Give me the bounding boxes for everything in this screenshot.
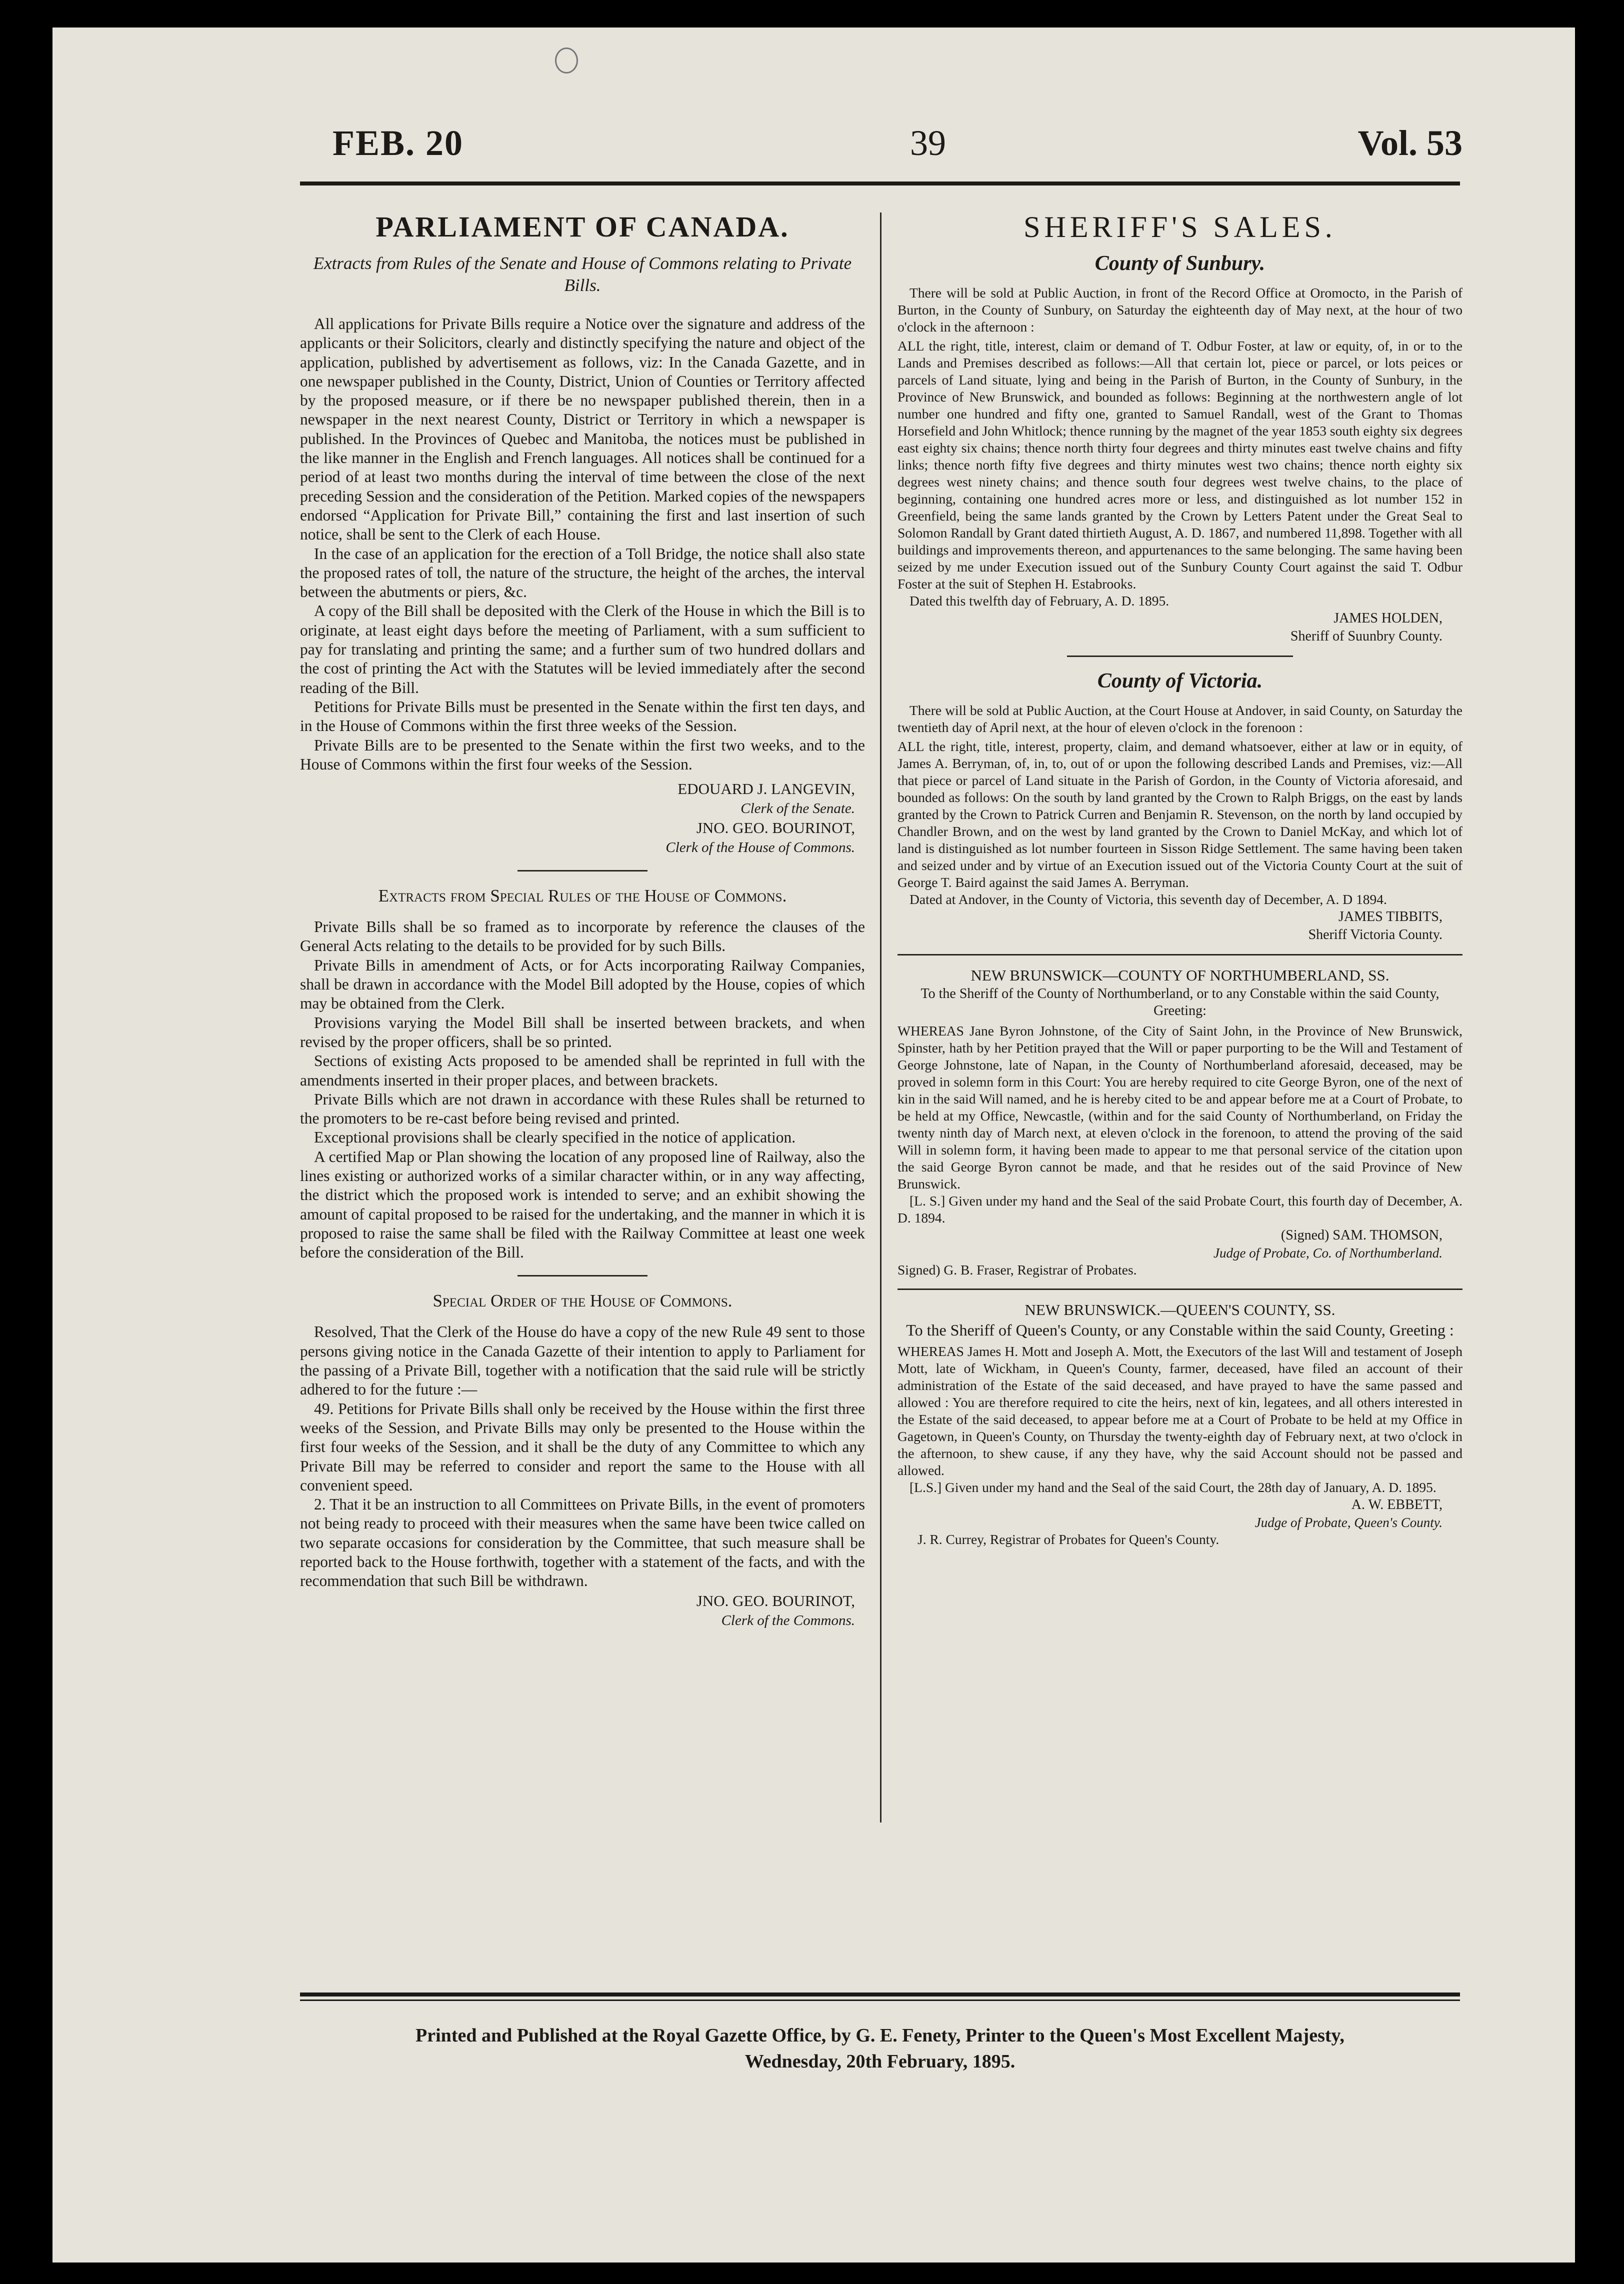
gazette-page [52, 28, 1575, 2262]
signature-title: Judge of Probate, Queen's County. [1254, 1515, 1442, 1530]
signature-name: JNO. GEO. BOURINOT, [696, 819, 855, 837]
signature-name: A. W. EBBETT, [1351, 1497, 1442, 1512]
special-order-heading: Special Order of the House of Commons. [432, 1291, 732, 1311]
victoria-heading: County of Victoria. [1097, 670, 1263, 692]
signature-title: Clerk of the Commons. [721, 1612, 855, 1628]
header-rule [300, 182, 1460, 186]
rules-paragraph: All applications for Private Bills require a Notice over the signature and address of the applicants or their Solicitors, clearly and distinctly specifying the nature and object of the application, published by advertisement as follows, viz: In the Canada Gazette, and in one newspaper published in the County, District, Union of Counties or Territory affected by the proposed measure, or if there be no newspaper published therein, then in a newspaper in the next nearest County, District or Territory in which a newspaper is published. In the Provinces of Quebec and Manitoba, the notices must be published in the like manner in the English and French languages. All notices shall be continued for a period of at least two months during the interval of time between the close of the next preceding Session and the consideration of the Petition. Marked copies of the newspapers endorsed “Application for Private Bill,” containing the first and last insertion of such notice, shall be sent to the Clerk of each House. [300, 315, 865, 544]
sunbury-body: ALL the right, title, interest, claim or demand of T. Odbur Foster, at law or equity, of, in or to the Lands and Premises described as follows:—All that certain lot, piece or parcel, or lots peices or parcels of Land situate, lying and being in the Parish of Burton, in the County of Sunbury, in the Province of New Brunswick, and bounded as follows: Beginning at the northwestern angle of lot number one hundred and fifty one, granted to Samuel Randall, west of the Grant to Thomas Horsefield and John Whitlock; thence running by the magnet of the year 1853 south eighty six degrees east eighty six chains; thence north thirty four degrees and thirty minutes east twelve chains and fifty links; thence north fifty five degrees and thirty minutes west two chains; thence north eighty six degrees west ninety chains; and thence south four degrees west twelve chains, to the place of beginning, containing one hundred acres more or less, and distinguished as lot number 152 in Greenfield, being the same lands granted by the Crown by Letters Patent under the Great Seal to Solomon Randall by Grant dated thirtieth August, A. D. 1867, and numbered 11,898. Together with all buildings and improvements thereon, and appurtenances to the same belonging. The same having been seized by me under Execution issued out of the Sunbury County Court against the said T. Odbur Foster at the suit of Stephen H. Estabrooks. [898, 338, 1462, 592]
queens-county-seal: [L.S.] Given under my hand and the Seal of the said Court, the 28th day of January, A. D. 1895. [910, 1480, 1436, 1495]
sheriffs-sales-title: SHERIFF'S SALES. [1024, 210, 1336, 244]
signature-title: Sheriff of Suunbry County. [1290, 628, 1442, 644]
queens-county-address: To the Sheriff of Queen's County, or any Constable within the said County, Greeting : [906, 1321, 1454, 1339]
special-rule-paragraph: Private Bills which are not drawn in accordance with these Rules shall be returned to the promoters to be re-cast before being revised and printed. [300, 1090, 865, 1128]
section-rule [898, 1288, 1462, 1290]
victoria-intro: There will be sold at Public Auction, at the Court House at Andover, in said County, on Saturday the twentieth day of April next, at the hour of eleven o'clock in the forenoon : [898, 702, 1462, 735]
section-rule [898, 954, 1462, 956]
special-order-paragraph: 49. Petitions for Private Bills shall only be received by the House within the first three weeks of the Session, and Private Bills may only be presented to the House within the first four weeks of the Session, and it shall be the duty of any Committee to which any Private Bill may be referred to consider and report the same to the House with all convenient speed. [300, 1400, 865, 1494]
rules-paragraph: Private Bills are to be presented to the Senate within the first two weeks, and to the House of Commons within the first four weeks of the Session. [300, 736, 865, 773]
signature-title: Clerk of the House of Commons. [666, 840, 855, 856]
sunbury-heading: County of Sunbury. [1094, 252, 1266, 275]
rules-paragraph: A copy of the Bill shall be deposited with the Clerk of the House in which the Bill is to originate, at least eight days before the meeting of Parliament, with a sum sufficient to pay for translating and printing the same; and a further sum of two hundred dollars and the cost of printing the Act with the Statutes will be levied immediately after the second reading of the Bill. [300, 602, 865, 696]
special-rules-heading: Extracts from Special Rules of the House of Commons. [378, 886, 787, 906]
special-rule-paragraph: Exceptional provisions shall be clearly specified in the notice of application. [314, 1128, 796, 1146]
registrar-line: Signed) G. B. Fraser, Registrar of Probates. [898, 1262, 1137, 1278]
registrar-line: J. R. Currey, Registrar of Probates for Queen's County. [918, 1532, 1220, 1547]
rules-paragraph: Petitions for Private Bills must be presented in the Senate within the first ten days, and in the House of Commons within the first three weeks of the Session. [300, 698, 865, 735]
signature-title: Judge of Probate, Co. of Northumberland. [1214, 1246, 1442, 1260]
parliament-subtitle: Extracts from Rules of the Senate and House of Commons relating to Private Bills. [313, 254, 852, 295]
signature-name: JAMES TIBBITS, [1338, 909, 1442, 924]
northumberland-body: WHEREAS Jane Byron Johnstone, of the City of Saint John, in the Province of New Brunswick, Spinster, hath by her Petition prayed that the Will or paper purporting to be the Will and Testament of George Johnstone, late of Napan, in the County of Northumberland aforesaid, deceased, may be proved in solemn form in this Court: You are hereby required to cite George Byron, one of the next of kin in the said Will named, and he is hereby cited to be and appear before me at a Court of Probate, to be held at my Office, Newcastle, (within and for the said County of Northumberland, on Friday the twenty ninth day of March next, at eleven o'clock in the forenoon, to attend the proving of the said Will in solemn form, it having been made to appear to me that personal service of the citation upon the said George Byron cannot be made, and that he resides out of the said Province of New Brunswick. [898, 1023, 1462, 1192]
parliament-title: PARLIAMENT OF CANADA. [376, 210, 790, 243]
volume-label: Vol. 53 [1358, 123, 1462, 163]
special-order-paragraph: 2. That it be an instruction to all Committees on Private Bills, in the event of promoters not being ready to proceed with their measures when the same have been twice called on two separate occasions for consideration by the Committee, that such measure shall be reported back to the House forthwith, together with a statement of the facts, and with the recommendation that such Bill be withdrawn. [300, 1496, 865, 1590]
column-divider [880, 212, 882, 1822]
imprint-line: Wednesday, 20th February, 1895. [744, 2051, 1016, 2072]
special-rule-paragraph: Private Bills in amendment of Acts, or for Acts incorporating Railway Companies, shall be drawn in accordance with the Model Bill adopted by the House, copies of which may be obtained from the Clerk. [300, 956, 865, 1012]
victoria-dated: Dated at Andover, in the County of Victoria, this seventh day of December, A. D 1894. [910, 892, 1387, 907]
section-rule [518, 870, 648, 872]
punch-hole-mark [555, 48, 578, 74]
signature-name: JAMES HOLDEN, [1334, 610, 1442, 626]
footer-rule [300, 2000, 1460, 2001]
special-rule-paragraph: Sections of existing Acts proposed to be amended shall be reprinted in full with the amendments inserted in their proper places, and between brackets. [300, 1052, 865, 1089]
right-column [898, 210, 1462, 1830]
issue-date: FEB. 20 [332, 123, 464, 163]
signature-name: (Signed) SAM. THOMSON, [1280, 1228, 1442, 1243]
footer-rule [300, 1992, 1460, 1996]
northumberland-address: To the Sheriff of the County of Northumberland, or to any Constable within the said County, Greeting: [920, 986, 1440, 1018]
rules-paragraph: In the case of an application for the erection of a Toll Bridge, the notice shall also state the proposed rates of toll, the nature of the structure, the height of the arches, the interval between the abutments or piers, &c. [300, 544, 865, 601]
sunbury-dated: Dated this twelfth day of February, A. D. 1895. [910, 593, 1170, 608]
left-column [300, 210, 865, 1905]
victoria-body: ALL the right, title, interest, property, claim, and demand whatsoever, either at law or in equity, of James A. Berryman, of, in, to, out of or upon the following described Lands and Premises, viz:—All that piece or parcel of Land situate in the Parish of Gordon, in the County of Victoria aforesaid, and bounded as follows: On the south by land granted by the Crown to Ralph Briggs, on the east by lands granted by the Crown to Patrick Curren and Benjamin R. Stevenson, on the north by land occupied by Chandler Brown, and on the west by land granted by the Crown to Daniel McKay, and which lot of land is distinguished as lot number fourteen in Sisson Ridge Settlement. The same having been taken and seized under and by virtue of an Execution issued out of the Victoria County Court at the suit of George T. Baird against the said James A. Berryman. [898, 738, 1462, 890]
special-rule-paragraph: Provisions varying the Model Bill shall be inserted between brackets, and when revised by the proper officers, shall be so printed. [300, 1014, 865, 1050]
queens-county-heading: NEW BRUNSWICK.—QUEEN'S COUNTY, SS. [1024, 1301, 1336, 1318]
printer-imprint [300, 2022, 1460, 2074]
section-rule [518, 1275, 648, 1276]
special-rule-paragraph: A certified Map or Plan showing the location of any proposed line of Railway, also the lines existing or authorized works of a similar character within, or in any way affecting, the district which the proposed work is intended to serve; and an exhibit showing the amount of capital proposed to be raised for the undertaking, and the manner in which it is proposed to raise the same shall be filed with the Railway Committee at least one week before the consideration of the Bill. [300, 1148, 865, 1262]
page-number: 39 [910, 123, 946, 163]
page-header [332, 122, 1462, 178]
special-rule-paragraph: Private Bills shall be so framed as to incorporate by reference the clauses of the General Acts relating to the details to be provided for by such Bills. [300, 918, 865, 955]
signature-title: Clerk of the Senate. [740, 800, 855, 817]
northumberland-heading: NEW BRUNSWICK—COUNTY OF NORTHUMBERLAND, SS. [970, 966, 1390, 984]
sunbury-intro: There will be sold at Public Auction, in front of the Record Office at Oromocto, in the Parish of Burton, in the County of Sunbury, on Saturday the eighteenth day of May next, at the hour of two o'clock in the afternoon : [898, 285, 1462, 334]
signature-name: EDOUARD J. LANGEVIN, [678, 780, 855, 798]
signature-title: Sheriff Victoria County. [1308, 927, 1442, 942]
signature-name: JNO. GEO. BOURINOT, [696, 1592, 855, 1610]
queens-county-body: WHEREAS James H. Mott and Joseph A. Mott, the Executors of the last Will and testament of Joseph Mott, late of Wickham, in Queen's County, farmer, deceased, have filed an account of their administration of the Estate of the said deceased, and have prayed to have the same passed and allowed : You are therefore required to cite the heirs, next of kin, legatees, and all others interested in the Estate of the said deceased, to appear before me at a Court of Probate to be held at my Office in Gagetown, in Queen's County, on Thursday the twenty-eighth day of February next, at two o'clock in the afternoon, to shew cause, if any they have, why the said Account should not be passed and allowed. [898, 1344, 1462, 1478]
northumberland-seal: [L. S.] Given under my hand and the Seal of the said Probate Court, this fourth day of December, A. D. 1894. [898, 1193, 1462, 1226]
special-order-paragraph: Resolved, That the Clerk of the House do have a copy of the new Rule 49 sent to those persons giving notice in the Canada Gazette of their intention to apply to Parliament for the passing of a Private Bill, together with a notification that the said rule will be strictly adhered to for the future :— [300, 1323, 865, 1398]
imprint-line: Printed and Published at the Royal Gazette Office, by G. E. Fenety, Printer to the Queen's Most Excellent Majesty, [416, 2025, 1344, 2046]
section-rule [1067, 656, 1293, 657]
